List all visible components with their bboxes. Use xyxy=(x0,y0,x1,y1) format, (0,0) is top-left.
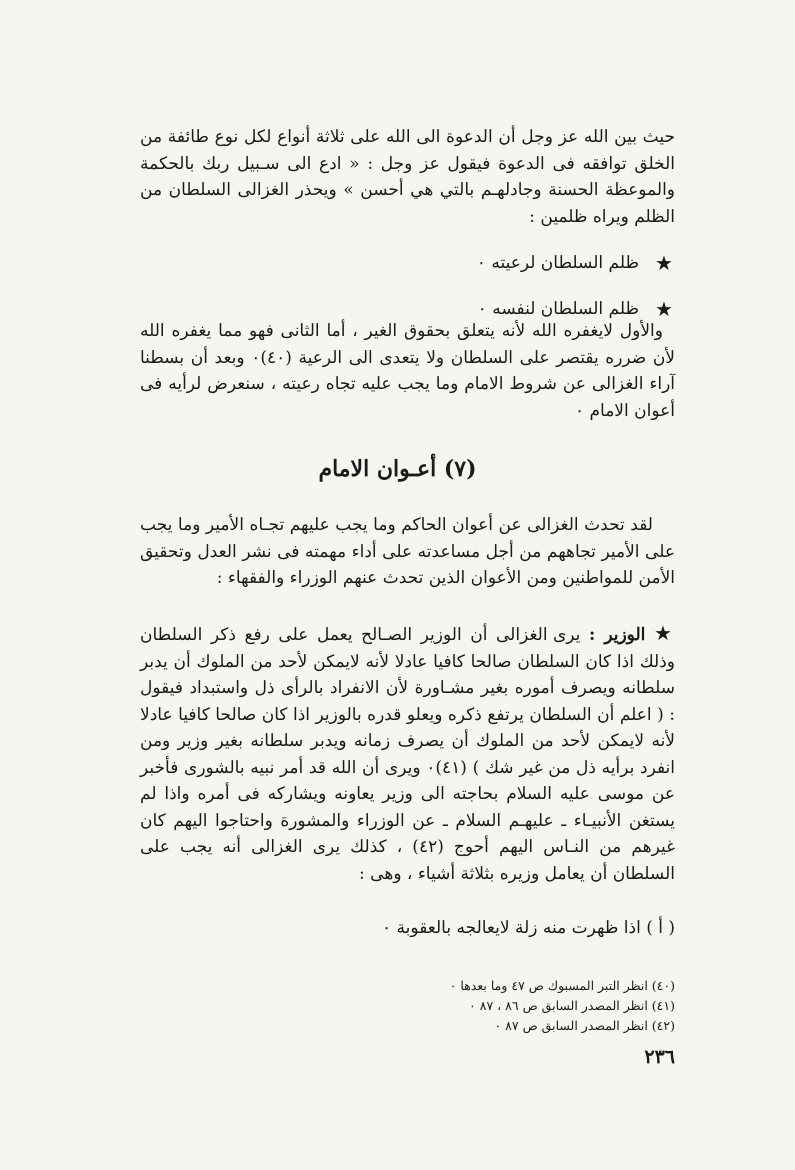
paragraph-vizier xyxy=(140,620,675,887)
paragraph-intro: حيث بين الله عز وجل أن الدعوة الى الله على ثلاثة أنواع لكل نوع طائفة من الخلق توافقه فى الدعوة فيقول عز وجل : « ادع الى سـبيل ربك بالحكمة والموعظة الحسنة وجادلهـم بالتي هي أحسن » ويحذر الغزالى السلطان من الظلم ويراه ظلمين : xyxy=(140,127,675,227)
bullet-text: ظلم السلطان لنفسه ٠ xyxy=(477,298,639,319)
footnote: (٤٠) انظر التبر المسبوك ص ٤٧ وما بعدها ٠ xyxy=(449,978,675,993)
section-heading: (٧) أعـوان الامام xyxy=(318,456,477,482)
bullet-item xyxy=(140,240,675,286)
footnote: (٤١) انظر المصدر السابق ص ٨٦ ، ٨٧ ٠ xyxy=(469,998,675,1013)
star-icon: ★ xyxy=(653,621,676,645)
star-icon: ★ xyxy=(655,296,673,321)
paragraph-aides: لقد تحدث الغزالى عن أعوان الحاكم وما يجب عليهم تجـاه الأمير وما يجب على الأمير تجاههم من أجل مساعدته على أداء مهمته فى نشر العدل وتحقيق الأمن للمواطنين ومن الأعوان الذين تحدث عنهم الوزراء والفقهاء : xyxy=(140,515,675,588)
footnotes xyxy=(330,976,675,1036)
vizier-lead: الوزير : xyxy=(588,625,646,645)
star-icon: ★ xyxy=(655,250,673,275)
page-number: ٢٣٦ xyxy=(644,1046,675,1068)
footnote: (٤٢) انظر المصدر السابق ص ٨٧ ٠ xyxy=(494,1018,675,1033)
paragraph-oppression: والأول لايغفره الله لأنه يتعلق بحقوق الغير ، أما الثانى فهو مما يغفره الله لأن ضرره يقتصر على السلطان ولا يتعدى الى الرعية (٤٠)٠ وبعد أن بسطنا آراء الغزالى عن شروط الامام وما يجب عليه تجاه رعيته ، سنعرض لرأيه فى أعوان الامام ٠ xyxy=(140,321,675,421)
vizier-body: يرى الغزالى أن الوزير الصـالح يعمل على رفع ذكر السلطان وذلك اذا كان السلطان صالحا كافيا عادلا لأنه لايمكن لأحد من الملوك أن يدبر سلطانه ويصرف أموره بغير مشـاورة لأن الانفراد بالرأى ذل واستبداد فيقول : ( اعلم أن السلطان يرتفع ذكره ويعلو قدره بالوزير اذا كان صالحا كافيا عادلا لأنه لايمكن لأحد من الملوك أن يصرف زمانه ويدبر سلطانه بغير وزير ومن انفرد برأيه ذل من غير شك ) (٤١)٠ ويرى أن الله قد أمر نبيه بالشورى فأخبر عن موسى عليه السلام بحاجته الى وزير يعاونه ويشاركه فى أمره واذا لم يستغن الأنبيـاء ـ عليهـم السلام ـ عن الوزراء والمشورة واحتاجوا اليهم كان غيرهم من النـاس اليهم أحوج (٤٢) ، كذلك يرى الغزالى أنه يجب على السلطان أن يعامل وزيره بثلاثة أشياء ، وهى : xyxy=(140,625,676,884)
list-item-a: ( أ ) اذا ظهرت منه زلة لايعالجه بالعقوبة ٠ xyxy=(382,918,675,938)
bullet-text: ظلم السلطان لرعيته ٠ xyxy=(476,252,639,273)
